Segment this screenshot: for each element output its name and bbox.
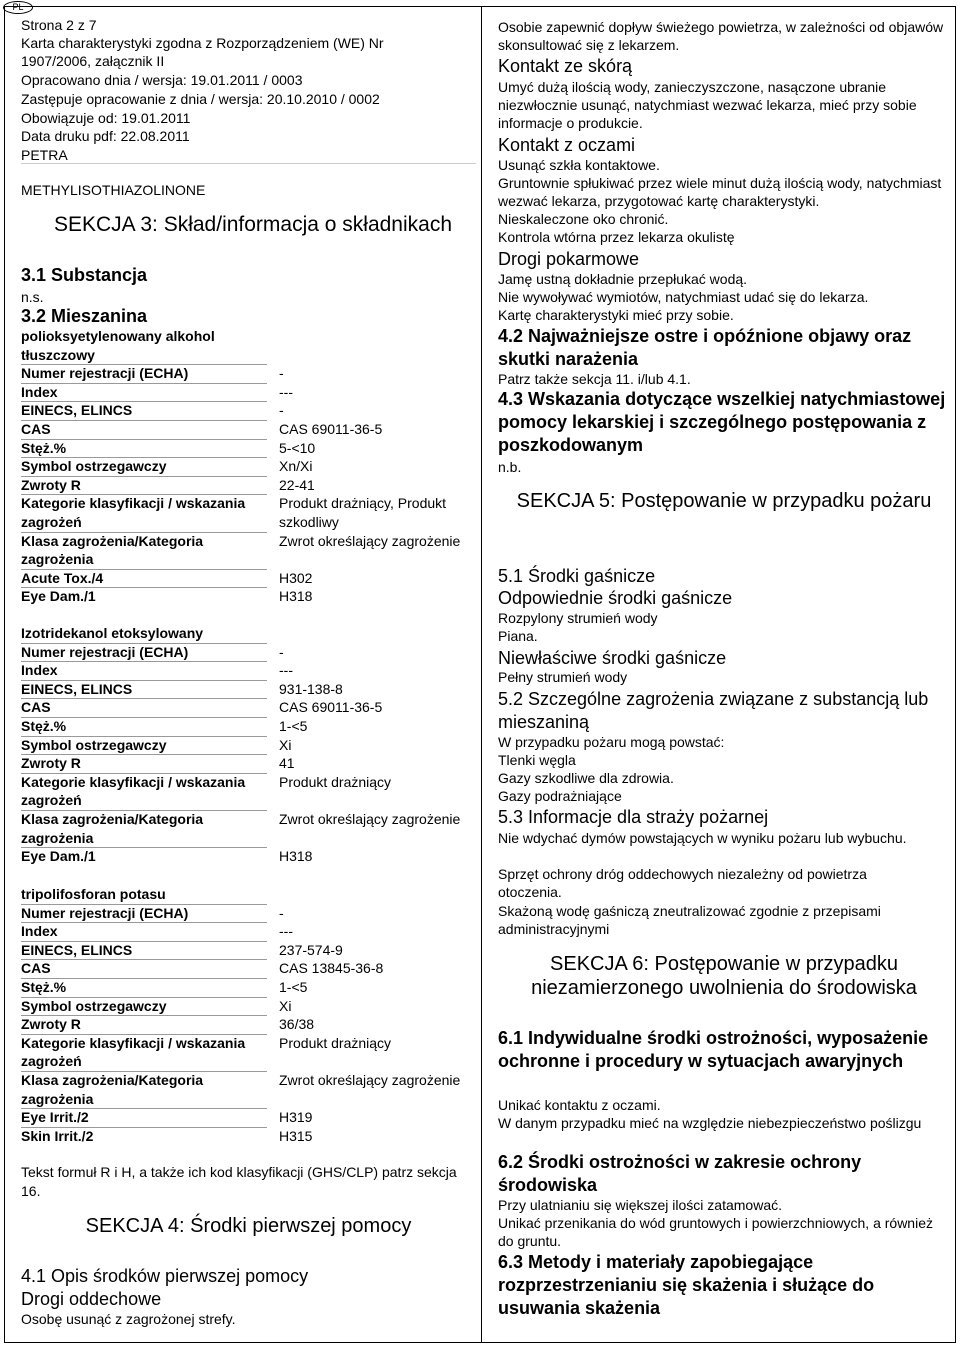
section-5-3-line-2: Sprzęt ochrony dróg oddechowych niezależny od powietrza otoczenia. — [498, 866, 867, 900]
eyes-line-3: Nieskaleczone oko chronić. — [498, 211, 669, 227]
ingestion-line-3: Kartę charakterystyki mieć przy sobie. — [498, 307, 734, 323]
section-5-2-line-2: Tlenki węgla — [498, 752, 576, 768]
component-row — [21, 1015, 476, 1034]
property-value: Xn/Xi — [279, 458, 313, 475]
property-value: 1-<5 — [279, 718, 308, 734]
eyes-line-4: Kontrola wtórna przez lekarza okulistę — [498, 229, 735, 245]
component-row — [21, 587, 476, 606]
property-value: --- — [279, 383, 293, 400]
property-value: 22-41 — [279, 476, 315, 493]
header-regulation-annex: 1907/2006, załącznik II — [21, 53, 165, 69]
property-label: Acute Tox./4 — [21, 569, 104, 586]
property-value: CAS 69011-36-5 — [279, 421, 383, 437]
property-value: Zwrot określający zagrożenie — [279, 811, 461, 827]
property-label: Eye Dam./1 — [21, 588, 96, 605]
property-label: Kategorie klasyfikacji / wskazania zagrożeń — [21, 1034, 246, 1070]
section-6-2-line-1: Przy ulatnianiu się większej ilości zatamować. — [498, 1197, 782, 1213]
eyes-line-1: Usunąć szkła kontaktowe. — [498, 157, 660, 173]
property-label: EINECS, ELINCS — [21, 680, 133, 697]
component-row — [21, 847, 476, 866]
property-value: Produkt drażniący — [279, 773, 392, 790]
section-5-3-heading: 5.3 Informacje dla straży pożarnej — [498, 807, 769, 827]
section-5-2-line-4: Gazy podrażniające — [498, 788, 622, 804]
property-value: 41 — [279, 755, 295, 772]
section-6-3-heading: 6.3 Metody i materiały zapobiegające rozprzestrzenianiu się skażenia i służące do usuwania skażenia — [498, 1252, 875, 1318]
header-page-number: Strona 2 z 7 — [21, 17, 97, 33]
component-row — [21, 494, 476, 531]
section-5-title: SEKCJA 5: Postępowanie w przypadku pożaru — [516, 490, 932, 512]
component-row — [21, 476, 476, 495]
property-label: Stęż.% — [21, 718, 67, 734]
section-3-1-value: n.s. — [21, 289, 44, 305]
header-divider — [21, 163, 476, 164]
component-row — [21, 1127, 476, 1146]
unsuitable-extinguishing-heading: Niewłaściwe środki gaśnicze — [498, 648, 727, 668]
section-3-1-heading: 3.1 Substancja — [21, 265, 148, 285]
ingestion-line-2: Nie wywoływać wymiotów, natychmiast udać się do lekarza. — [498, 289, 869, 305]
section-4-2-heading: 4.2 Najważniejsze ostre i opóźnione objawy oraz skutki narażenia — [498, 326, 912, 369]
property-label: Stęż.% — [21, 439, 67, 456]
property-value: --- — [279, 662, 293, 679]
column-divider — [481, 6, 482, 1342]
component-row — [21, 680, 476, 699]
property-label: Numer rejestracji (ECHA) — [21, 365, 189, 382]
page-frame-left — [4, 6, 5, 1342]
property-value: CAS 13845-36-8 — [279, 960, 384, 977]
component-name: tripolifosforan potasu — [21, 886, 166, 902]
property-label: Numer rejestracji (ECHA) — [21, 904, 189, 921]
section-6-2-line-2: Unikać przenikania do wód gruntowych i powierzchniowych, a również do gruntu. — [498, 1215, 933, 1249]
property-value: 1-<5 — [279, 979, 308, 995]
property-value: 237-574-9 — [279, 941, 343, 958]
property-label: Klasa zagrożenia/Kategoria zagrożenia — [21, 811, 204, 846]
section-3-note: Tekst formuł R i H, a także ich kod klasyfikacji (GHS/CLP) patrz sekcja 16. — [21, 1164, 457, 1199]
property-label: Klasa zagrożenia/Kategoria zagrożenia — [21, 532, 204, 568]
component-row — [21, 1071, 476, 1108]
property-value: H319 — [279, 1109, 313, 1126]
section-6-1-line-2: W danym przypadku mieć na względzie niebezpieczeństwo poślizgu — [498, 1115, 922, 1131]
section-5-3-line-1: Nie wdychać dymów powstających w wyniku pożaru lub wybuchu. — [498, 830, 907, 846]
component-name: Izotridekanol etoksylowany — [21, 625, 204, 641]
section-4-1-heading: 4.1 Opis środków pierwszej pomocy — [21, 1266, 309, 1286]
breathing-text-2: Osobie zapewnić dopływ świeżego powietrza, w zależności od objawów skonsultować się z lekarzem. — [498, 19, 944, 53]
property-value: H302 — [279, 569, 313, 586]
skin-heading: Kontakt ze skórą — [498, 56, 633, 76]
header-print-date: Data druku pdf: 22.08.2011 — [21, 128, 190, 144]
ingestion-line-1: Jamę ustną dokładnie przepłukać wodą. — [498, 271, 748, 287]
property-label: Symbol ostrzegawczy — [21, 736, 167, 753]
component-row — [21, 754, 476, 773]
suitable-line-1: Rozpylony strumień wody — [498, 610, 658, 626]
component-row — [21, 661, 476, 680]
section-4-2-text: Patrz także sekcja 11. i/lub 4.1. — [498, 371, 691, 387]
property-label: Index — [21, 662, 58, 679]
component-row — [21, 904, 476, 923]
property-label: Eye Irrit./2 — [21, 1109, 89, 1126]
property-label: Kategorie klasyfikacji / wskazania zagrożeń — [21, 495, 246, 530]
header-created: Opracowano dnia / wersja: 19.01.2011 / 0003 — [21, 72, 303, 88]
component-row — [21, 364, 476, 383]
property-label: Index — [21, 923, 58, 940]
section-6-1-line-1: Unikać kontaktu z oczami. — [498, 1097, 661, 1113]
property-label: Numer rejestracji (ECHA) — [21, 643, 189, 660]
eyes-line-2: Gruntownie spłukiwać przez wiele minut dużą ilością wody, natychmiast wezwać lekarza, przygotować kartę charakterystyki. — [498, 175, 942, 209]
component-row — [21, 959, 476, 978]
property-value: Xi — [279, 997, 292, 1014]
property-label: Zwroty R — [21, 755, 81, 772]
ingestion-heading: Drogi pokarmowe — [498, 249, 640, 269]
section-3-2-heading: 3.2 Mieszanina — [21, 306, 148, 326]
property-value: Zwrot określający zagrożenie — [279, 1072, 461, 1088]
property-label: Eye Dam./1 — [21, 848, 96, 865]
section-5-2-line-3: Gazy szkodliwe dla zdrowia. — [498, 770, 674, 786]
suitable-extinguishing-heading: Odpowiednie środki gaśnicze — [498, 588, 733, 608]
property-value: - — [279, 904, 284, 921]
property-label: Skin Irrit./2 — [21, 1127, 94, 1144]
header-regulation: Karta charakterystyki zgodna z Rozporządzeniem (WE) Nr — [21, 35, 384, 51]
property-label: EINECS, ELINCS — [21, 402, 133, 419]
component-row — [21, 383, 476, 402]
property-label: CAS — [21, 421, 51, 437]
component-row — [21, 457, 476, 476]
property-label: CAS — [21, 699, 51, 716]
component-row — [21, 941, 476, 960]
property-label: Symbol ostrzegawczy — [21, 997, 167, 1014]
property-label: Stęż.% — [21, 979, 67, 995]
component-row — [21, 922, 476, 941]
skin-text: Umyć dużą ilością wody, zanieczyszczone, nasączone ubranie niezwłocznie usunąć, natychmiast wezwać lekarza, mieć przy sobie informacje o produkcie. — [498, 79, 917, 131]
section-5-2-heading: 5.2 Szczególne zagrożenia związane z substancją lub mieszaniną — [498, 689, 929, 732]
header-company: PETRA — [21, 147, 68, 163]
section-5-1-heading: 5.1 Środki gaśnicze — [498, 566, 656, 586]
property-value: H318 — [279, 848, 313, 865]
breathing-heading: Drogi oddechowe — [21, 1289, 162, 1309]
product-name: METHYLISOTHIAZOLINONE — [21, 182, 206, 198]
component-row — [21, 439, 476, 458]
property-value: Produkt drażniący — [279, 1034, 392, 1051]
property-value: - — [279, 643, 284, 660]
property-value: 931-138-8 — [279, 680, 343, 697]
property-value: 5-<10 — [279, 439, 316, 456]
section-3-title: SEKCJA 3: Skład/informacja o składnikach — [53, 213, 453, 236]
section-6-title: SEKCJA 6: Postępowanie w przypadku niezamierzonego uwolnienia do środowiska — [531, 953, 917, 999]
property-value: H315 — [279, 1127, 313, 1144]
property-value: --- — [279, 923, 293, 940]
component-row — [21, 773, 476, 810]
section-6-2-heading: 6.2 Środki ostrożności w zakresie ochrony środowiska — [498, 1152, 862, 1195]
component-row — [21, 401, 476, 420]
page-frame-right — [955, 6, 956, 1342]
component-row — [21, 643, 476, 662]
page-frame-bottom — [4, 1342, 956, 1343]
component-row — [21, 1108, 476, 1127]
property-label: Kategorie klasyfikacji / wskazania zagrożeń — [21, 773, 246, 809]
property-label: CAS — [21, 960, 51, 977]
component-row — [21, 420, 476, 439]
page-frame-top — [4, 6, 956, 7]
suitable-line-2: Piana. — [498, 628, 538, 644]
property-label: Klasa zagrożenia/Kategoria zagrożenia — [21, 1072, 204, 1107]
component-row — [21, 978, 476, 997]
property-value: CAS 69011-36-5 — [279, 699, 383, 716]
component-name: polioksyetylenowany alkohol tłuszczowy — [21, 328, 215, 363]
property-label: Index — [21, 383, 58, 400]
property-label: Zwroty R — [21, 1016, 81, 1033]
component-row — [21, 736, 476, 755]
breathing-text-1: Osobę usunąć z zagrożonej strefy. — [21, 1311, 236, 1327]
property-label: Symbol ostrzegawczy — [21, 458, 167, 475]
property-label: Zwroty R — [21, 476, 81, 493]
header-valid-from: Obowiązuje od: 19.01.2011 — [21, 110, 191, 126]
section-4-3-heading: 4.3 Wskazania dotyczące wszelkiej natychmiastowej pomocy lekarskiej i szczególnego postępowania z poszkodowanym — [498, 389, 946, 455]
property-label: EINECS, ELINCS — [21, 941, 133, 958]
section-5-2-line-1: W przypadku pożaru mogą powstać: — [498, 734, 725, 750]
unsuitable-line-1: Pełny strumień wody — [498, 669, 628, 685]
component-row — [21, 569, 476, 588]
property-value: Produkt drażniący, Produkt szkodliwy — [279, 495, 447, 530]
property-value: Zwrot określający zagrożenie — [279, 532, 461, 549]
eyes-heading: Kontakt z oczami — [498, 135, 636, 155]
component-row — [21, 698, 476, 717]
property-value: 36/38 — [279, 1016, 315, 1033]
section-4-3-text: n.b. — [498, 459, 522, 475]
property-value: Xi — [279, 736, 292, 753]
section-4-title: SEKCJA 4: Środki pierwszej pomocy — [85, 1215, 412, 1237]
component-row — [21, 717, 476, 736]
section-6-1-heading: 6.1 Indywidualne środki ostrożności, wyposażenie ochronne i procedury w sytuacjach awaryjnych — [498, 1028, 929, 1071]
header-replaces: Zastępuje opracowanie z dnia / wersja: 20.10.2010 / 0002 — [21, 91, 380, 107]
section-5-3-line-3: Skażoną wodę gaśniczą zneutralizować zgodnie z przepisami administracyjnymi — [498, 903, 881, 937]
component-row — [21, 532, 476, 569]
language-badge: PL — [3, 1, 33, 14]
property-value: - — [279, 402, 284, 419]
component-row — [21, 997, 476, 1016]
property-value: H318 — [279, 588, 313, 605]
property-value: - — [279, 365, 284, 382]
component-row — [21, 1034, 476, 1071]
component-row — [21, 810, 476, 847]
